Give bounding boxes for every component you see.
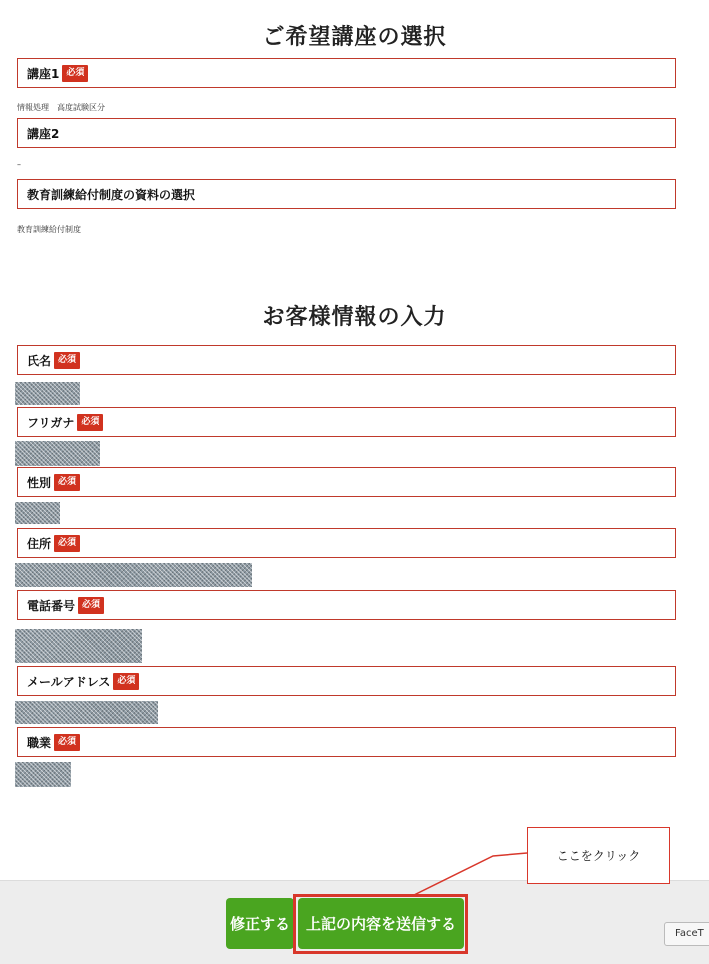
occupation-label: 職業 [27, 735, 52, 750]
callout-text: ここをクリック [556, 849, 641, 863]
address-field[interactable] [17, 528, 676, 558]
course2-value: – [17, 160, 21, 169]
name-label: 氏名 [27, 353, 52, 368]
course2-field[interactable] [17, 118, 676, 148]
submit-highlight-box [293, 894, 468, 954]
benefit-material-label: 教育訓練給付制度の資料の選択 [27, 187, 196, 202]
required-badge: 必須 [77, 414, 103, 431]
phone-label: 電話番号 [27, 598, 76, 613]
benefit-material-value: 教育訓練給付制度 [17, 225, 81, 234]
required-badge: 必須 [54, 352, 80, 369]
course1-label: 講座1 [27, 66, 60, 81]
course2-label: 講座2 [27, 126, 60, 141]
required-badge: 必須 [54, 474, 80, 491]
email-value-redacted [15, 701, 158, 724]
required-badge: 必須 [54, 535, 80, 552]
occupation-value-redacted [15, 762, 71, 787]
gender-label: 性別 [27, 475, 52, 490]
required-badge: 必須 [78, 597, 104, 614]
furigana-label: フリガナ [27, 415, 75, 430]
facetime-tab[interactable]: FaceT [664, 922, 709, 946]
required-badge: 必須 [54, 734, 80, 751]
occupation-field[interactable] [17, 727, 676, 757]
course1-field[interactable] [17, 58, 676, 88]
name-field[interactable] [17, 345, 676, 375]
gender-field[interactable] [17, 467, 676, 497]
course1-value: 情報処理 高度試験区分 [17, 103, 105, 112]
click-here-callout [527, 827, 670, 884]
phone-field[interactable] [17, 590, 676, 620]
phone-value-redacted [15, 629, 142, 663]
callout-arrow [400, 840, 530, 900]
edit-button[interactable]: 修正する [226, 898, 294, 949]
gender-value-redacted [15, 502, 60, 524]
address-value-redacted [15, 563, 252, 587]
course-section-title: ご希望講座の選択 [262, 25, 447, 50]
required-badge: 必須 [113, 673, 139, 690]
submit-button[interactable]: 上記の内容を送信する [298, 898, 464, 949]
email-label: メールアドレス [27, 674, 111, 689]
furigana-field[interactable] [17, 407, 676, 437]
customer-section-title: お客様情報の入力 [262, 305, 447, 330]
required-badge: 必須 [62, 65, 88, 82]
furigana-value-redacted [15, 441, 100, 466]
address-label: 住所 [27, 536, 52, 551]
name-value-redacted [15, 382, 80, 405]
email-field[interactable] [17, 666, 676, 696]
benefit-material-field[interactable] [17, 179, 676, 209]
